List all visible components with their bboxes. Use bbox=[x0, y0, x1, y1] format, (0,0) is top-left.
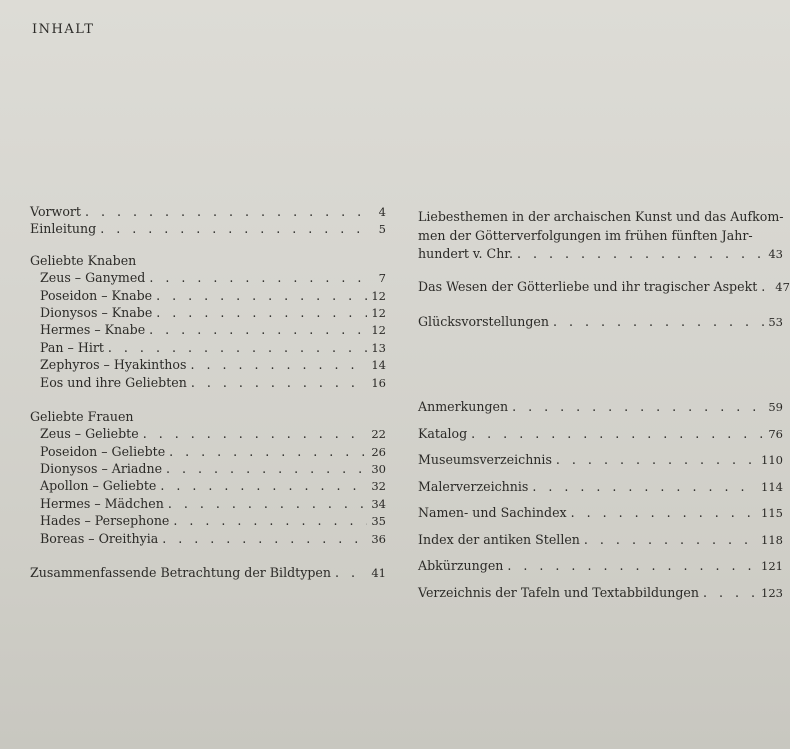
leader-dots bbox=[703, 580, 757, 607]
toc-entry[interactable] bbox=[30, 530, 386, 547]
toc-entry-gluecksvorstellungen[interactable] bbox=[418, 313, 783, 330]
toc-label: Museumsverzeichnis bbox=[418, 452, 552, 468]
toc-label: Zephyros – Hyakinthos bbox=[40, 357, 187, 373]
toc-label: hundert v. Chr. bbox=[418, 246, 513, 261]
toc-label: Verzeichnis der Tafeln und Textabbildungen bbox=[418, 584, 699, 600]
toc-label: Index der antiken Stellen bbox=[418, 531, 580, 547]
toc-page-number: 34 bbox=[371, 496, 386, 511]
leader-dots bbox=[556, 447, 757, 474]
toc-label: Katalog bbox=[418, 425, 468, 441]
toc-page-number: 121 bbox=[761, 559, 783, 574]
toc-page-number: 123 bbox=[761, 585, 783, 600]
toc-left-column bbox=[30, 203, 386, 581]
leader-dots bbox=[190, 356, 367, 373]
toc-label: Boreas – Oreithyia bbox=[40, 530, 159, 546]
toc-label: Vorwort bbox=[30, 204, 81, 219]
toc-page-number: 12 bbox=[371, 323, 386, 338]
leader-dots bbox=[100, 220, 370, 237]
toc-page-number: 115 bbox=[761, 506, 783, 521]
toc-label: Dionysos – Knabe bbox=[40, 304, 153, 320]
leader-dots bbox=[512, 394, 764, 421]
leader-dots bbox=[166, 460, 367, 477]
toc-entry[interactable] bbox=[30, 495, 386, 512]
toc-label: Zusammenfassende Betrachtung der Bildtypen bbox=[30, 565, 331, 581]
leader-dots bbox=[761, 278, 771, 295]
toc-label: Dionysos – Ariadne bbox=[40, 461, 163, 477]
leader-dots bbox=[143, 425, 368, 442]
toc-entry[interactable] bbox=[30, 374, 386, 391]
leader-dots bbox=[108, 339, 367, 356]
toc-label: Abkürzungen bbox=[418, 558, 504, 574]
toc-entry-liebesthemen[interactable] bbox=[418, 208, 783, 264]
toc-entry-malerverzeichnis[interactable] bbox=[418, 474, 783, 501]
toc-page-number: 13 bbox=[371, 340, 386, 355]
leader-dots bbox=[160, 477, 367, 494]
leader-dots bbox=[517, 245, 764, 264]
toc-entry-zusammenfassende[interactable] bbox=[30, 564, 386, 581]
toc-page-number: 43 bbox=[768, 247, 783, 261]
toc-entry-katalog[interactable] bbox=[418, 421, 783, 448]
toc-entry-abkuerzungen[interactable] bbox=[418, 553, 783, 580]
toc-entry[interactable] bbox=[30, 425, 386, 442]
toc-entry-anmerkungen[interactable] bbox=[418, 394, 783, 421]
toc-page-number: 76 bbox=[768, 426, 783, 441]
leader-dots bbox=[507, 553, 757, 580]
leader-dots bbox=[173, 512, 367, 529]
toc-page-number: 7 bbox=[378, 271, 386, 286]
toc-page-number: 59 bbox=[768, 400, 783, 415]
toc-page-number: 26 bbox=[371, 444, 386, 459]
toc-entry-index-antike-stellen[interactable] bbox=[418, 527, 783, 554]
leader-dots bbox=[553, 313, 764, 330]
toc-page-number: 30 bbox=[371, 462, 386, 477]
toc-page-number: 32 bbox=[371, 479, 386, 494]
leader-dots bbox=[335, 564, 367, 581]
toc-label: Poseidon – Knabe bbox=[40, 287, 153, 303]
leader-dots bbox=[149, 321, 367, 338]
leader-dots bbox=[162, 530, 367, 547]
toc-entry[interactable] bbox=[30, 339, 386, 356]
leader-dots bbox=[168, 495, 368, 512]
toc-right-column bbox=[418, 208, 790, 606]
toc-entry[interactable] bbox=[30, 460, 386, 477]
toc-label-line: Liebesthemen in der archaischen Kunst und das Aufkom- bbox=[418, 209, 784, 224]
toc-page-number: 47 bbox=[775, 279, 790, 294]
toc-entry[interactable] bbox=[30, 321, 386, 338]
toc-entry[interactable] bbox=[30, 443, 386, 460]
toc-entry[interactable] bbox=[30, 512, 386, 529]
toc-entry-wesen[interactable] bbox=[418, 278, 790, 295]
toc-label: Hades – Persephone bbox=[40, 513, 170, 529]
toc-label: Zeus – Ganymed bbox=[40, 270, 146, 286]
page-title: INHALT bbox=[32, 22, 95, 37]
toc-page-number: 22 bbox=[371, 427, 386, 442]
leader-dots bbox=[85, 203, 370, 220]
leader-dots bbox=[584, 527, 757, 554]
toc-label: Einleitung bbox=[30, 221, 97, 237]
leader-dots bbox=[532, 474, 757, 501]
toc-entry-vorwort[interactable] bbox=[30, 203, 386, 220]
toc-label: Hermes – Mädchen bbox=[40, 495, 164, 511]
toc-entry-tafeln-textabbildungen[interactable] bbox=[418, 580, 783, 607]
toc-label: Zeus – Geliebte bbox=[40, 426, 139, 442]
toc-page-number: 5 bbox=[378, 222, 386, 237]
toc-entry[interactable] bbox=[30, 269, 386, 286]
toc-label: Poseidon – Geliebte bbox=[40, 443, 166, 459]
toc-page-number: 12 bbox=[371, 305, 386, 320]
toc-page-number: 4 bbox=[378, 205, 386, 219]
toc-page-number: 118 bbox=[761, 532, 783, 547]
toc-label: Hermes – Knabe bbox=[40, 322, 146, 338]
toc-entry-namen-sachindex[interactable] bbox=[418, 500, 783, 527]
leader-dots bbox=[571, 500, 757, 527]
toc-page-number: 41 bbox=[371, 566, 386, 581]
toc-label: Namen- und Sachindex bbox=[418, 505, 567, 521]
toc-page-number: 35 bbox=[371, 514, 386, 529]
toc-label: Pan – Hirt bbox=[40, 339, 104, 355]
toc-entry[interactable] bbox=[30, 287, 386, 304]
toc-label: Eos und ihre Geliebten bbox=[40, 374, 187, 390]
toc-entry-einleitung[interactable] bbox=[30, 220, 386, 237]
toc-page-number: 16 bbox=[371, 375, 386, 390]
toc-label: Malerverzeichnis bbox=[418, 478, 529, 494]
leader-dots bbox=[191, 374, 368, 391]
toc-label: Glücksvorstellungen bbox=[418, 313, 549, 329]
leader-dots bbox=[471, 421, 764, 448]
toc-label: Apollon – Geliebte bbox=[40, 478, 157, 494]
toc-label: Anmerkungen bbox=[418, 399, 509, 415]
toc-entry[interactable] bbox=[30, 477, 386, 494]
leader-dots bbox=[156, 287, 367, 304]
toc-page-number: 110 bbox=[761, 453, 783, 468]
leader-dots bbox=[149, 269, 370, 286]
leader-dots bbox=[169, 443, 367, 460]
toc-entry-museumsverzeichnis[interactable] bbox=[418, 447, 783, 474]
toc-page-number: 14 bbox=[371, 358, 386, 373]
toc-entry[interactable] bbox=[30, 356, 386, 373]
toc-entry[interactable] bbox=[30, 304, 386, 321]
toc-page-number: 36 bbox=[371, 531, 386, 546]
leader-dots bbox=[156, 304, 367, 321]
section-heading-frauen: Geliebte Frauen bbox=[30, 408, 134, 424]
toc-label: Das Wesen der Götterliebe und ihr tragischer Aspekt bbox=[418, 278, 758, 294]
section-heading-knaben: Geliebte Knaben bbox=[30, 252, 137, 268]
toc-label-line: men der Götterverfolgungen im frühen fünften Jahr- bbox=[418, 227, 753, 243]
toc-page-number: 12 bbox=[371, 288, 386, 303]
toc-page-number: 53 bbox=[768, 314, 783, 329]
toc-page-number: 114 bbox=[761, 479, 783, 494]
